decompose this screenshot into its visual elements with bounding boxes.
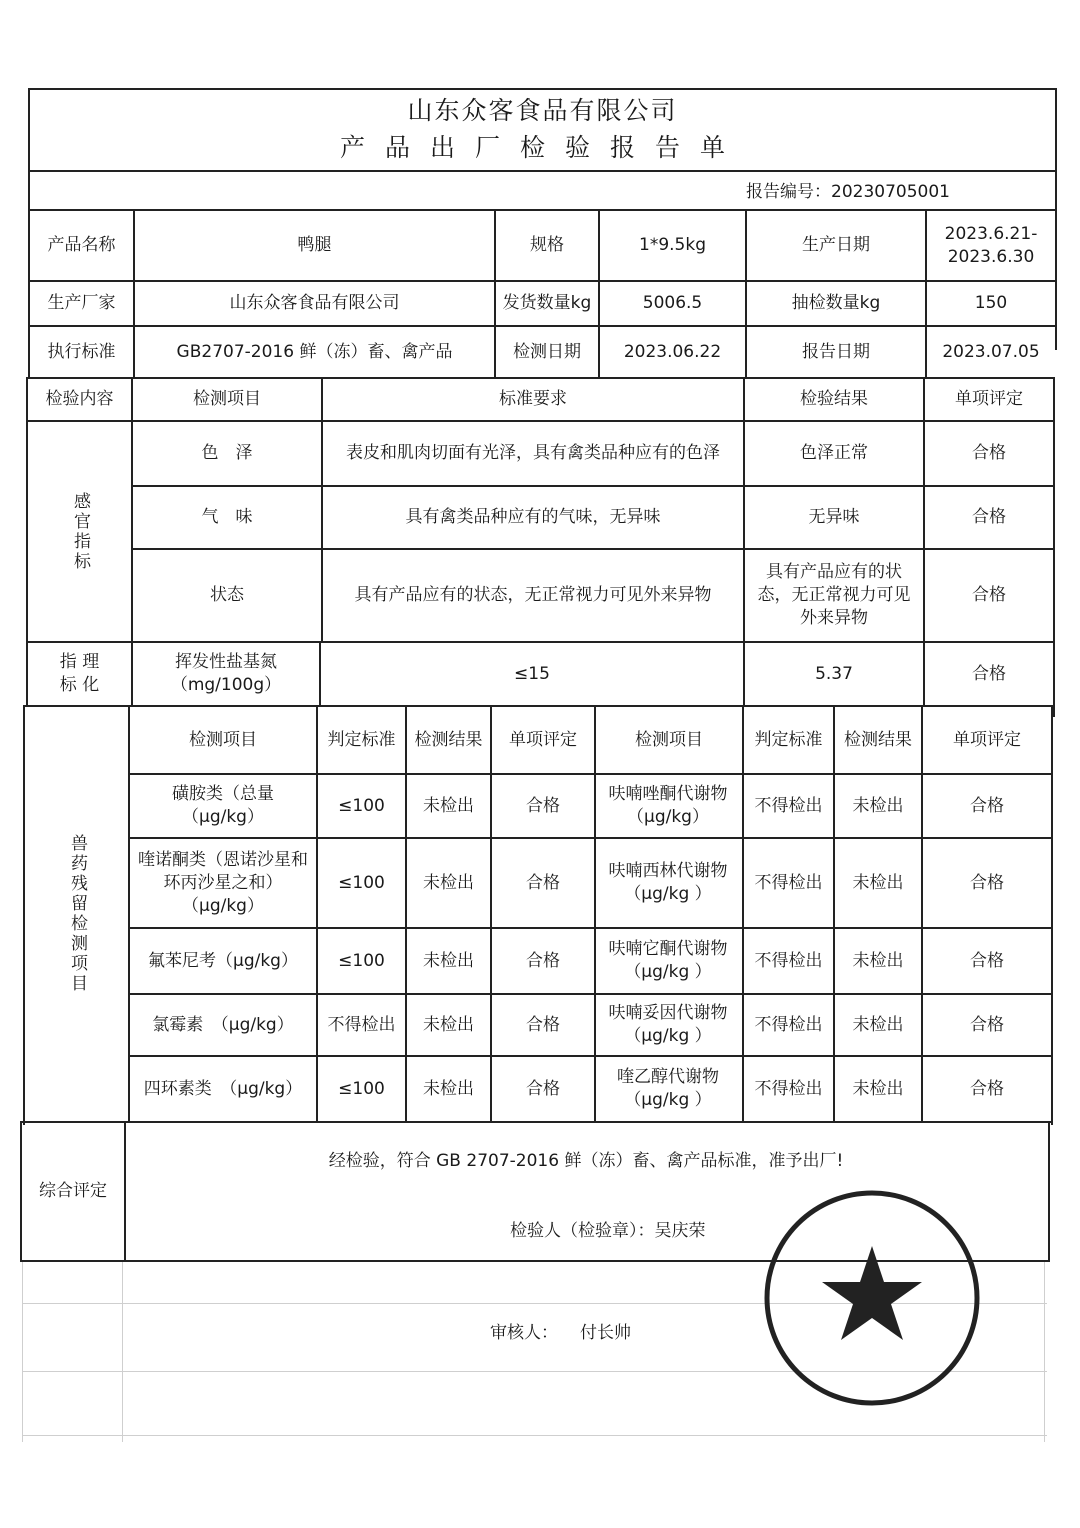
physchem-label-line2: 标 化 [59, 675, 100, 695]
faint-rule [22, 1435, 1047, 1436]
ship-qty-label: 发货数量kg [502, 293, 592, 313]
residue-left-std: ≤100 [338, 795, 385, 816]
rule [1051, 705, 1053, 1125]
sensory-item-odor: 气 味 [201, 507, 253, 527]
residue-right-result: 未检出 [852, 1078, 904, 1099]
sample-qty-value: 150 [974, 293, 1008, 313]
residue-item-header-left: 检测项目 [189, 729, 257, 750]
residue-left-std: ≤100 [338, 950, 385, 971]
residue-left-result: 未检出 [423, 1014, 474, 1035]
physchem-item-name: 挥发性盐基氮 [175, 652, 277, 672]
residue-right-verdict: 合格 [970, 1014, 1004, 1035]
residue-right-result: 未检出 [852, 795, 904, 816]
residue-item-header-right: 检测项目 [635, 729, 703, 750]
reviewer-line [486, 1316, 746, 1350]
residue-right-result: 未检出 [852, 1014, 904, 1035]
sensory-result-state: 具有产品应有的状态，无正常视力可见外来异物 [757, 562, 911, 628]
sensory-group-label: 感官指标 [70, 491, 90, 572]
sensory-req-color: 表皮和肌肉切面有光泽，具有禽类品种应有的色泽 [346, 443, 720, 463]
report-date-label: 报告日期 [802, 341, 870, 362]
standard-label: 执行标准 [47, 341, 116, 362]
residue-right-item: 呋喃西林代谢物（μg/kg ） [608, 861, 728, 904]
report-number-label: 报告编号： [746, 181, 831, 202]
residue-left-item: 磺胺类（总量（μg/kg） [172, 784, 274, 827]
sensory-req-state: 具有产品应有的状态，无正常视力可见外来异物 [354, 585, 712, 605]
sensory-req-odor: 具有禽类品种应有的气味，无异味 [405, 507, 661, 527]
residue-std-header-left: 判定标准 [327, 729, 396, 750]
rule [1048, 1121, 1050, 1261]
report-date-value: 2023.07.05 [942, 341, 1040, 362]
residue-left-std: 不得检出 [327, 1014, 396, 1035]
faint-rule [122, 1262, 123, 1442]
ship-qty-value: 5006.5 [642, 293, 703, 313]
physchem-verdict: 合格 [972, 663, 1006, 684]
sensory-verdict-state: 合格 [972, 585, 1006, 605]
seal-star-icon [822, 1246, 922, 1340]
rule [1055, 88, 1057, 350]
sensory-verdict-odor: 合格 [972, 507, 1006, 527]
inspection-content-header: 检验内容 [45, 389, 114, 409]
residue-left-verdict: 合格 [526, 795, 560, 816]
conclusion-text: 经检验，符合 GB 2707-2016 鲜（冻）畜、禽产品标准，准予出厂! [328, 1150, 844, 1171]
residue-left-verdict: 合格 [526, 1014, 560, 1035]
sample-qty-label: 抽检数量kg [791, 293, 881, 313]
rule [28, 170, 1057, 172]
requirement-header: 标准要求 [499, 389, 567, 409]
residue-result-header-right: 检测结果 [844, 729, 912, 750]
residue-right-std: 不得检出 [754, 950, 823, 971]
residue-right-std: 不得检出 [754, 1078, 823, 1099]
product-name: 鸭腿 [297, 235, 332, 255]
company-title: 山东众客食品有限公司 [407, 95, 678, 125]
residue-right-result: 未检出 [852, 950, 904, 971]
residue-left-std: ≤100 [338, 1078, 385, 1099]
residue-group-label: 兽药残留检测项目 [67, 834, 87, 994]
company-seal [762, 1188, 982, 1408]
sensory-result-odor: 无异味 [808, 507, 860, 527]
faint-rule [1044, 1262, 1045, 1442]
sensory-item-color: 色 泽 [201, 443, 253, 463]
residue-left-std: ≤100 [338, 872, 385, 893]
residue-right-item: 喹乙醇代谢物（μg/kg ） [617, 1067, 719, 1110]
report-number-value: 20230705001 [831, 181, 950, 202]
sensory-item-state: 状态 [210, 585, 244, 605]
reviewer-label: 审核人： [490, 1322, 558, 1343]
rule [28, 88, 1057, 90]
residue-result-header-left: 检测结果 [414, 729, 483, 750]
residue-left-item: 喹诺酮类（恩诺沙星和环丙沙星之和）（μg/kg） [138, 849, 308, 916]
residue-right-item: 呋喃它酮代谢物（μg/kg ） [608, 939, 728, 982]
reviewer-name: 付长帅 [580, 1322, 631, 1343]
prod-date-end: 2023.6.30 [947, 246, 1035, 267]
residue-left-result: 未检出 [423, 1078, 474, 1099]
physchem-requirement: ≤15 [514, 663, 550, 684]
verdict-header: 单项评定 [955, 389, 1023, 409]
conclusion-label: 综合评定 [39, 1181, 107, 1201]
residue-right-result: 未检出 [852, 872, 904, 893]
residue-left-item: 四环素类 （μg/kg） [143, 1078, 303, 1099]
residue-right-item: 呋喃唑酮代谢物（μg/kg） [608, 784, 728, 827]
residue-right-std: 不得检出 [754, 872, 823, 893]
sensory-result-color: 色泽正常 [800, 443, 868, 463]
report-number [742, 176, 1042, 208]
maker-value: 山东众客食品有限公司 [229, 293, 400, 313]
residue-left-result: 未检出 [423, 872, 474, 893]
maker-label: 生产厂家 [47, 293, 116, 313]
residue-verdict-header-right: 单项评定 [953, 729, 1021, 750]
residue-right-verdict: 合格 [970, 795, 1004, 816]
physchem-result: 5.37 [815, 663, 853, 684]
sensory-verdict-color: 合格 [972, 443, 1006, 463]
residue-right-std: 不得检出 [754, 795, 823, 816]
prod-date-value [927, 211, 1055, 280]
test-date-value: 2023.06.22 [623, 341, 722, 362]
residue-right-std: 不得检出 [754, 1014, 823, 1035]
prod-date-label: 生产日期 [802, 235, 870, 255]
physchem-group-label [28, 643, 131, 705]
physchem-label-line1: 指 理 [59, 652, 100, 672]
residue-left-item: 氟苯尼考（μg/kg） [148, 950, 298, 971]
standard-value: GB2707-2016 鲜（冻）畜、禽产品 [176, 341, 453, 362]
residue-right-verdict: 合格 [970, 872, 1004, 893]
residue-left-verdict: 合格 [526, 950, 560, 971]
residue-right-item: 呋喃妥因代谢物（μg/kg ） [608, 1003, 728, 1046]
residue-std-header-right: 判定标准 [754, 729, 823, 750]
physchem-item-unit: （mg/100g） [170, 675, 282, 695]
residue-left-result: 未检出 [423, 950, 474, 971]
rule [1053, 377, 1055, 717]
inspector-name: 吴庆荣 [654, 1220, 706, 1241]
item-header: 检测项目 [193, 389, 261, 409]
rule [20, 1121, 1052, 1123]
result-header: 检验结果 [800, 389, 868, 409]
prod-date-start: 2023.6.21- [944, 223, 1038, 244]
faint-rule [22, 1262, 23, 1442]
residue-right-verdict: 合格 [970, 1078, 1004, 1099]
residue-left-verdict: 合格 [526, 872, 560, 893]
product-name-label: 产品名称 [47, 235, 116, 255]
inspector-label: 检验人（检验章）： [510, 1220, 655, 1241]
residue-right-verdict: 合格 [970, 950, 1004, 971]
physchem-item [133, 643, 319, 705]
residue-left-verdict: 合格 [526, 1078, 560, 1099]
report-title: 产品出厂检验报告单 [339, 132, 745, 162]
residue-left-item: 氯霉素 （μg/kg） [152, 1014, 294, 1035]
residue-left-result: 未检出 [423, 795, 474, 816]
spec-value: 1*9.5kg [639, 235, 706, 255]
residue-verdict-header-left: 单项评定 [509, 729, 577, 750]
spec-label: 规格 [530, 235, 564, 255]
test-date-label: 检测日期 [513, 341, 581, 362]
